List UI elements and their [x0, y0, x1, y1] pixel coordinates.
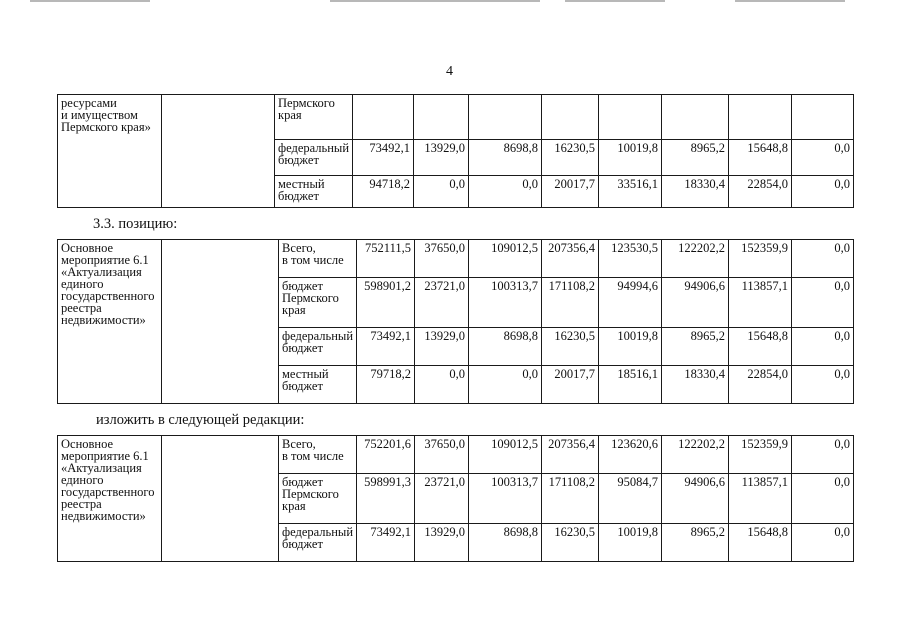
- activity-name-cell: [58, 240, 162, 404]
- funding-source-cell: Пермского края: [275, 95, 353, 140]
- value-cell: 73492,1: [353, 140, 414, 176]
- value-cell: 23721,0: [415, 278, 469, 328]
- value-cell: 122202,2: [662, 436, 729, 474]
- activity-name-cell: [58, 95, 162, 208]
- value-cell: 0,0: [792, 366, 854, 404]
- funding-source-cell: бюджет Пермского края: [279, 278, 357, 328]
- value-cell: 152359,9: [729, 240, 792, 278]
- value-cell: 13929,0: [415, 328, 469, 366]
- scan-edge-mark: [735, 0, 845, 2]
- value-cell: 0,0: [414, 176, 469, 208]
- value-cell: 22854,0: [729, 366, 792, 404]
- funding-source-cell: федеральный бюджет: [279, 328, 357, 366]
- value-cell: 0,0: [792, 176, 854, 208]
- value-cell: 94994,6: [599, 278, 662, 328]
- value-cell: 22854,0: [729, 176, 792, 208]
- activity-name-line: государственного: [61, 289, 155, 303]
- value-cell: 752201,6: [357, 436, 415, 474]
- value-cell: 0,0: [792, 436, 854, 474]
- value-cell: 16230,5: [542, 140, 599, 176]
- value-cell: 752111,5: [357, 240, 415, 278]
- value-cell: [542, 95, 599, 140]
- value-cell: 0,0: [792, 474, 854, 524]
- value-cell: 207356,4: [542, 436, 599, 474]
- funding-source-cell: федеральный бюджет: [279, 524, 357, 562]
- activity-name-line: реестра: [61, 497, 102, 511]
- activity-name-line: единого: [61, 277, 104, 291]
- activity-name-line: ресурсами: [61, 96, 117, 110]
- value-cell: [353, 95, 414, 140]
- value-cell: 33516,1: [599, 176, 662, 208]
- activity-name-line: мероприятие 6.1: [61, 253, 149, 267]
- value-cell: 113857,1: [729, 278, 792, 328]
- value-cell: [414, 95, 469, 140]
- value-cell: 18516,1: [599, 366, 662, 404]
- funding-source-cell: Всего, в том числе: [279, 240, 357, 278]
- scan-edge-mark: [565, 0, 665, 2]
- funding-source-cell: местный бюджет: [279, 366, 357, 404]
- activity-name-line: «Актуализация: [61, 461, 142, 475]
- funding-source-cell: Всего, в том числе: [279, 436, 357, 474]
- value-cell: 15648,8: [729, 140, 792, 176]
- value-cell: 0,0: [469, 176, 542, 208]
- value-cell: 0,0: [792, 524, 854, 562]
- value-cell: 8698,8: [469, 524, 542, 562]
- table-current-wording: [57, 239, 854, 404]
- activity-name-line: единого: [61, 473, 104, 487]
- activity-name-line: государственного: [61, 485, 155, 499]
- value-cell: 73492,1: [357, 328, 415, 366]
- value-cell: 20017,7: [542, 176, 599, 208]
- value-cell: 13929,0: [415, 524, 469, 562]
- value-cell: 23721,0: [415, 474, 469, 524]
- executor-cell: [162, 240, 279, 404]
- page-number: 4: [446, 64, 453, 79]
- value-cell: 123530,5: [599, 240, 662, 278]
- table-row: [58, 95, 854, 140]
- value-cell: 8965,2: [662, 140, 729, 176]
- executor-cell: [162, 95, 275, 208]
- value-cell: 10019,8: [599, 524, 662, 562]
- value-cell: 8965,2: [662, 328, 729, 366]
- value-cell: 100313,7: [469, 474, 542, 524]
- value-cell: 16230,5: [542, 524, 599, 562]
- value-cell: [662, 95, 729, 140]
- value-cell: 15648,8: [729, 524, 792, 562]
- table-row: [58, 436, 854, 474]
- activity-name-line: мероприятие 6.1: [61, 449, 149, 463]
- value-cell: 10019,8: [599, 328, 662, 366]
- value-cell: [599, 95, 662, 140]
- value-cell: 0,0: [792, 328, 854, 366]
- table-new-wording: [57, 435, 854, 562]
- value-cell: 171108,2: [542, 278, 599, 328]
- value-cell: 109012,5: [469, 436, 542, 474]
- value-cell: [792, 95, 854, 140]
- value-cell: [729, 95, 792, 140]
- value-cell: 94906,6: [662, 474, 729, 524]
- activity-name-line: «Актуализация: [61, 265, 142, 279]
- activity-name-cell: [58, 436, 162, 562]
- value-cell: 8698,8: [469, 140, 542, 176]
- funding-source-cell: местный бюджет: [275, 176, 353, 208]
- value-cell: 16230,5: [542, 328, 599, 366]
- activity-name-line: Основное: [61, 437, 114, 451]
- activity-name-line: недвижимости»: [61, 313, 146, 327]
- value-cell: 79718,2: [357, 366, 415, 404]
- value-cell: 598901,2: [357, 278, 415, 328]
- value-cell: 18330,4: [662, 366, 729, 404]
- value-cell: 73492,1: [357, 524, 415, 562]
- value-cell: 598991,3: [357, 474, 415, 524]
- value-cell: 100313,7: [469, 278, 542, 328]
- value-cell: 0,0: [469, 366, 542, 404]
- executor-cell: [162, 436, 279, 562]
- scan-edge-mark: [330, 0, 540, 2]
- value-cell: 20017,7: [542, 366, 599, 404]
- scan-edge-mark: [30, 0, 150, 2]
- section-heading-new-wording: изложить в следующей редакции:: [96, 412, 305, 428]
- value-cell: 113857,1: [729, 474, 792, 524]
- value-cell: 10019,8: [599, 140, 662, 176]
- value-cell: 0,0: [792, 240, 854, 278]
- value-cell: 0,0: [792, 278, 854, 328]
- value-cell: 8965,2: [662, 524, 729, 562]
- value-cell: 152359,9: [729, 436, 792, 474]
- activity-name-line: и имуществом: [61, 108, 138, 122]
- funding-source-cell: бюджет Пермского края: [279, 474, 357, 524]
- activity-name-line: Пермского края»: [61, 120, 151, 134]
- value-cell: 13929,0: [414, 140, 469, 176]
- value-cell: 171108,2: [542, 474, 599, 524]
- funding-source-cell: федеральный бюджет: [275, 140, 353, 176]
- activity-name-line: недвижимости»: [61, 509, 146, 523]
- value-cell: 37650,0: [415, 240, 469, 278]
- value-cell: [469, 95, 542, 140]
- table-continuation: [57, 94, 854, 208]
- value-cell: 207356,4: [542, 240, 599, 278]
- value-cell: 37650,0: [415, 436, 469, 474]
- value-cell: 18330,4: [662, 176, 729, 208]
- activity-name-line: Основное: [61, 241, 114, 255]
- value-cell: 109012,5: [469, 240, 542, 278]
- value-cell: 0,0: [792, 140, 854, 176]
- value-cell: 15648,8: [729, 328, 792, 366]
- value-cell: 95084,7: [599, 474, 662, 524]
- section-heading-position: 3.3. позицию:: [93, 216, 178, 232]
- value-cell: 123620,6: [599, 436, 662, 474]
- activity-name-line: реестра: [61, 301, 102, 315]
- value-cell: 94718,2: [353, 176, 414, 208]
- table-row: [58, 240, 854, 278]
- value-cell: 0,0: [415, 366, 469, 404]
- value-cell: 8698,8: [469, 328, 542, 366]
- value-cell: 94906,6: [662, 278, 729, 328]
- value-cell: 122202,2: [662, 240, 729, 278]
